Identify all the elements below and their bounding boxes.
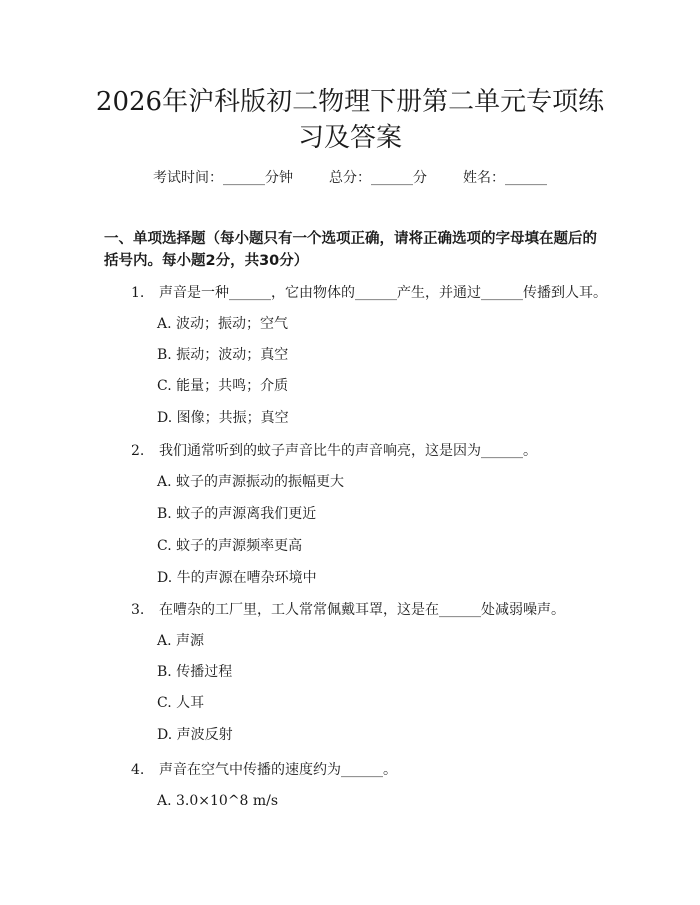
exam-info-bar — [0, 168, 700, 188]
option-c: C. 蚊子的声源频率更高 — [157, 538, 303, 554]
option-a: A. 波动；振动；空气 — [157, 316, 289, 332]
option-b: B. 传播过程 — [157, 664, 233, 680]
question-text: 在嘈杂的工厂里，工人常常佩戴耳罩，这是在______处减弱噪声。 — [159, 602, 565, 618]
option-d: D. 牛的声源在嘈杂环境中 — [157, 570, 317, 586]
document-title-line-1: 2026年沪科版初二物理下册第二单元专项练 — [95, 87, 605, 117]
question-number: 1. — [131, 285, 145, 301]
question-text: 声音是一种______，它由物体的______产生，并通过______传播到人耳。 — [159, 285, 607, 301]
question-number: 2. — [131, 443, 145, 459]
exam-score-field: 总分：______分 — [329, 170, 427, 186]
option-c: C. 能量；共鸣；介质 — [157, 378, 289, 394]
question-number: 4. — [131, 762, 145, 778]
option-a: A. 3.0×10^8 m/s — [157, 793, 279, 809]
option-a: A. 蚊子的声源振动的振幅更大 — [157, 474, 345, 490]
option-d: D. 声波反射 — [157, 727, 233, 743]
exam-time-field: 考试时间：______分钟 — [153, 170, 293, 186]
section-heading: 一、单项选择题（每小题只有一个选项正确，请将正确选项的字母填在题后的括号内。每小题2分，共30分） — [104, 231, 597, 269]
option-b: B. 蚊子的声源离我们更近 — [157, 506, 317, 522]
option-b: B. 振动；波动；真空 — [157, 347, 289, 363]
question-number: 3. — [131, 602, 145, 618]
question-text: 声音在空气中传播的速度约为______。 — [159, 762, 397, 778]
option-a: A. 声源 — [157, 633, 205, 649]
option-c: C. 人耳 — [157, 695, 205, 711]
exam-name-field: 姓名：______ — [463, 170, 547, 186]
option-d: D. 图像；共振；真空 — [157, 410, 289, 426]
document-title-line-2: 习及答案 — [297, 123, 402, 153]
question-text: 我们通常听到的蚊子声音比牛的声音响亮，这是因为______。 — [159, 443, 537, 459]
